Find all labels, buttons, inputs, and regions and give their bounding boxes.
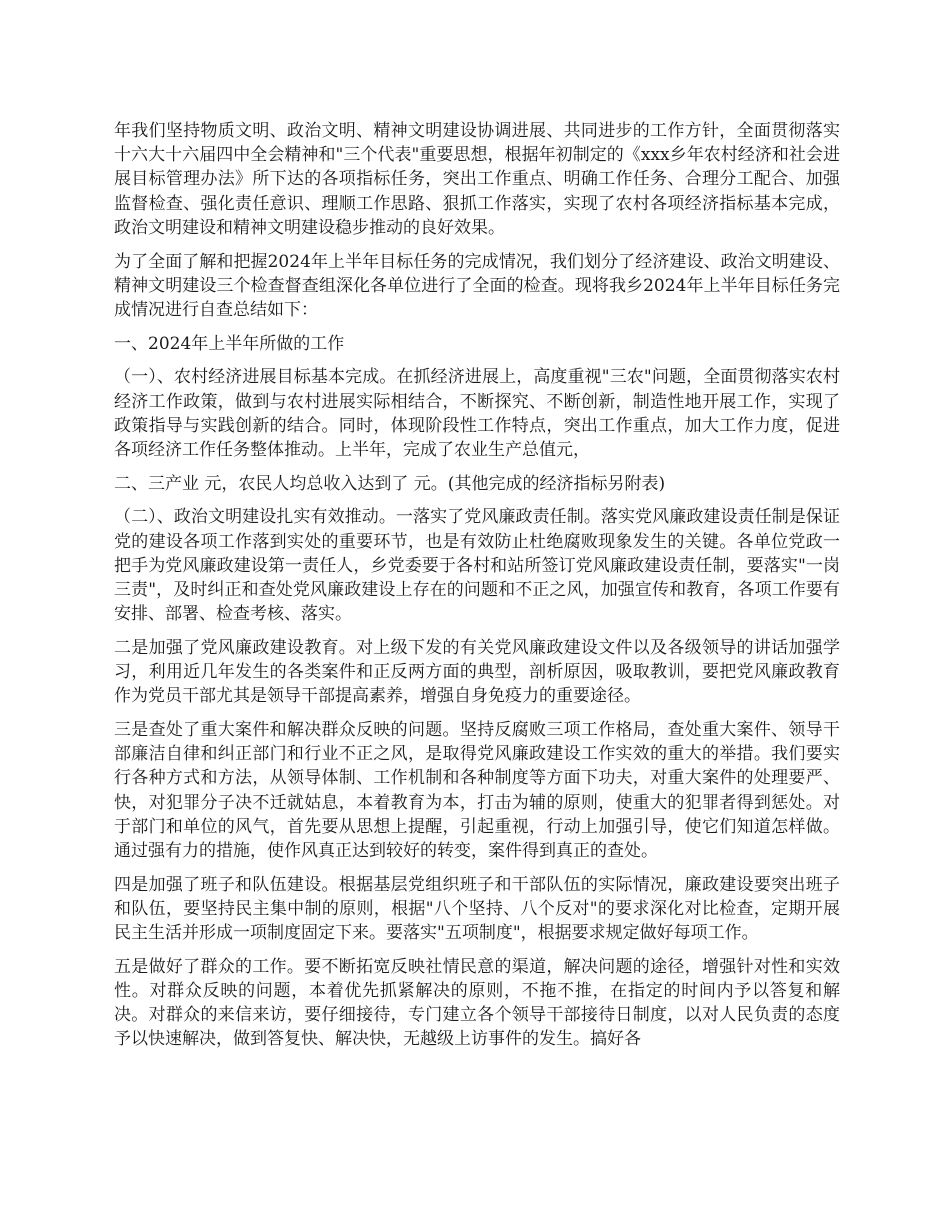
paragraph-clean-government-education: 二是加强了党风廉政建设教育。对上级下发的有关党风廉政建设文件以及各级领导的讲话加强学习，利用近几年发生的各类案件和正反两方面的典型，剖析原因，吸取教训，要把党风廉政教育作为党员干部尤其是领导干部提高素养，增强自身免疫力的重要途径。	[114, 637, 840, 707]
document-body	[114, 119, 840, 1061]
paragraph-rural-economy: （一）、农村经济进展目标基本完成。在抓经济进展上，高度重视"三农"问题，全面贯彻落实农村经济工作政策，做到与农村进展实际相结合，不断探究、不断创新，制造性地开展工作，实现了政策指导与实践创新的结合。同时，体现阶段性工作特点，突出工作重点，加大工作力度，促进各项经济工作任务整体推动。上半年，完成了农业生产总值元，	[114, 367, 840, 460]
paragraph-mass-work: 五是做好了群众的工作。要不断拓宽反映社情民意的渠道，解决问题的途径，增强针对性和实效性。对群众反映的问题，本着优先抓紧解决的原则，不拖不推，在指定的时间内予以答复和解决。对群众的来信来访，要仔细接待，专门建立各个领导干部接待日制度，以对人民负责的态度予以快速解决，做到答复快、解决快，无越级上访事件的发生。搞好各	[114, 956, 840, 1050]
paragraph-income: 二、三产业 元，农民人均总收入达到了 元。(其他完成的经济指标另附表)	[114, 473, 666, 494]
section-heading-work-done: 一、2024年上半年所做的工作	[114, 333, 345, 354]
paragraph-political-civilization: （二）、政治文明建设扎实有效推动。一落实了党风廉政责任制。落实党风廉政建设责任制是保证党的建设各项工作落到实处的重要环节，也是有效防止杜绝腐败现象发生的关键。各单位党政一把手为党风廉政建设第一责任人，乡党委要于各村和站所签订党风廉政建设责任制，要落实"一岗三责"，及时纠正和查处党风廉政建设上存在的问题和不正之风，加强宣传和教育，各项工作要有安排、部署、检查考核、落实。	[114, 507, 840, 625]
paragraph-intro: 年我们坚持物质文明、政治文明、精神文明建设协调进展、共同进步的工作方针，全面贯彻落实十六大十六届四中全会精神和"三个代表"重要思想，根据年初制定的《xxx乡年农村经济和社会进展目标管理办法》所下达的各项指标任务，突出工作重点、明确工作任务、合理分工配合、加强监督检查、强化责任意识、理顺工作思路、狠抓工作落实，实现了农村各项经济指标基本完成，政治文明建设和精神文明建设稳步推动的良好效果。	[114, 121, 840, 238]
paragraph-major-cases: 三是查处了重大案件和解决群众反映的问题。坚持反腐败三项工作格局，查处重大案件、领导干部廉洁自律和纠正部门和行业不正之风，是取得党风廉政建设工作实效的重大的举措。我们要实行各种方式和方法，从领导体制、工作机制和各种制度等方面下功夫，对重大案件的处理要严、快，对犯罪分子决不迁就姑息，本着教育为本，打击为辅的原则，使重大的犯罪者得到惩处。对于部门和单位的风气，首先要从思想上提醒，引起重视，行动上加强引导，使它们知道怎样做。通过强有力的措施，使作风真正达到较好的转变，案件得到真正的查处。	[114, 719, 840, 861]
paragraph-team-building: 四是加强了班子和队伍建设。根据基层党组织班子和干部队伍的实际情况，廉政建设要突出班子和队伍，要坚持民主集中制的原则，根据"八个坚持、八个反对"的要求深化对比检查，定期开展民主生活并形成一项制度固定下来。要落实"五项制度"，根据要求规定做好每项工作。	[114, 874, 840, 944]
paragraph-inspection: 为了全面了解和把握2024年上半年目标任务的完成情况，我们划分了经济建设、政治文明建设、精神文明建设三个检查督查组深化各单位进行了全面的检查。现将我乡2024年上半年目标任务完成情况进行自查总结如下：	[114, 251, 840, 320]
